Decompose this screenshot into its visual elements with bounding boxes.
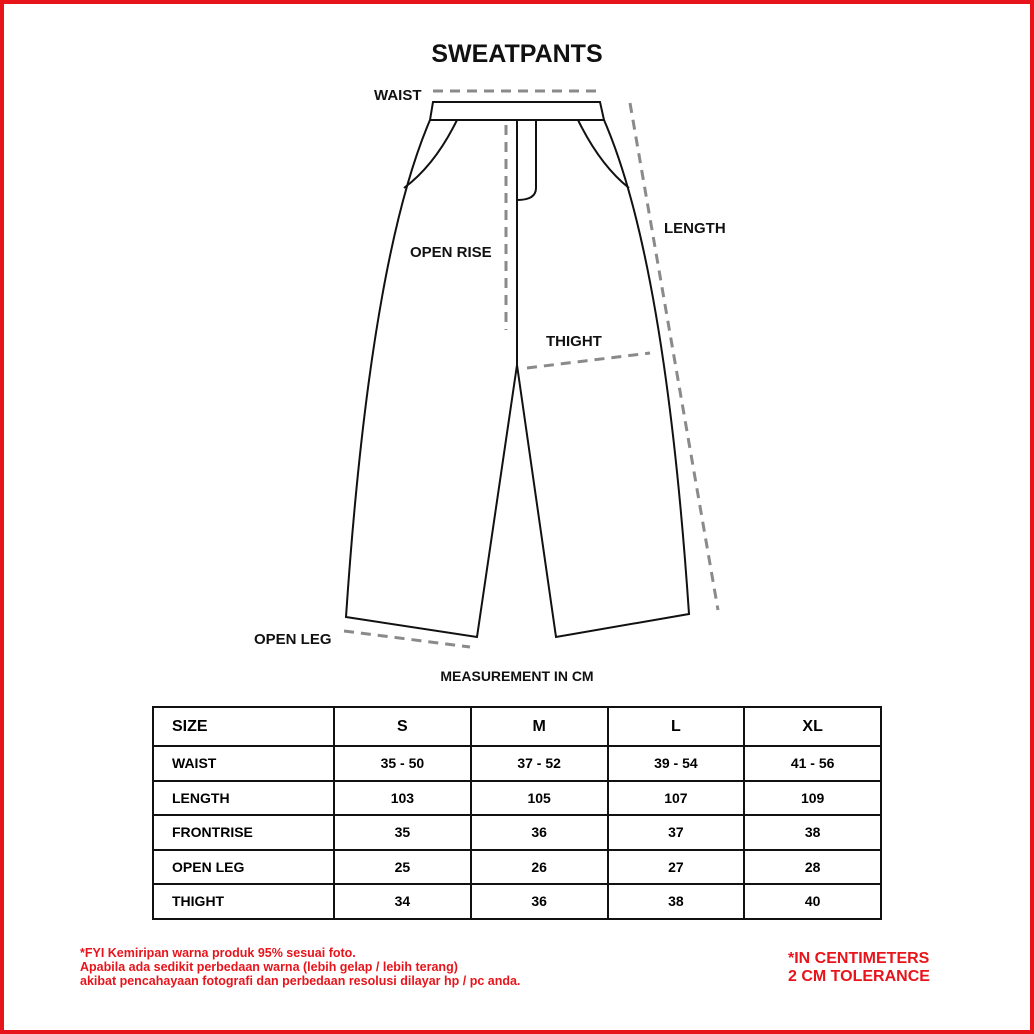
open-leg-label: OPEN LEG [254, 631, 332, 648]
table-row: LENGTH 103 105 107 109 [153, 781, 881, 816]
waistband [430, 102, 604, 120]
table-row: WAIST 35 - 50 37 - 52 39 - 54 41 - 56 [153, 746, 881, 781]
color-disclaimer: *FYI Kemiripan warna produk 95% sesuai foto. Apabila ada sedikit perbedaan warna (lebih gelap / lebih terang) akibat pencahayaan fotografi dan perbedaan resolusi dilayar hp / pc anda. [80, 946, 521, 988]
length-dash [630, 103, 718, 610]
table-row: THIGHT 34 36 38 40 [153, 884, 881, 919]
page-title: SWEATPANTS [431, 40, 603, 68]
tolerance-note: *IN CENTIMETERS 2 CM TOLERANCE [788, 950, 930, 985]
open-rise-label: OPEN RISE [410, 244, 492, 261]
fly [517, 120, 536, 200]
table-header-row: SIZE S M L XL [153, 707, 881, 746]
size-table [152, 706, 882, 920]
right-pocket [578, 120, 629, 188]
thight-label: THIGHT [546, 333, 602, 350]
table-row: OPEN LEG 25 26 27 28 [153, 850, 881, 885]
table-row: FRONTRISE 35 36 37 38 [153, 815, 881, 850]
length-label: LENGTH [664, 220, 726, 237]
waist-label: WAIST [374, 87, 422, 104]
left-pocket [404, 120, 457, 188]
measurement-caption: MEASUREMENT IN CM [440, 668, 594, 684]
thight-dash [527, 353, 650, 368]
